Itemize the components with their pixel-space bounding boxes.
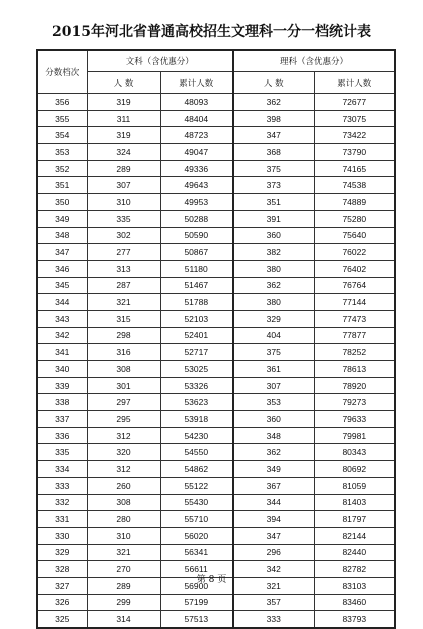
wen-cumulative-cell: 53326 [160, 377, 233, 394]
li-cumulative-cell: 74889 [314, 194, 395, 211]
li-count-cell: 373 [233, 177, 314, 194]
li-count-cell: 394 [233, 511, 314, 528]
li-cumulative-cell: 79633 [314, 411, 395, 428]
li-cumulative-cell: 77877 [314, 327, 395, 344]
table-row [37, 177, 395, 194]
li-cumulative-cell: 81403 [314, 494, 395, 511]
score-cell: 343 [37, 310, 87, 327]
table-row [37, 527, 395, 544]
table-row [37, 477, 395, 494]
table-row [37, 127, 395, 144]
wen-count-cell: 311 [87, 110, 160, 127]
li-cumulative-cell: 82144 [314, 527, 395, 544]
li-count-cell: 321 [233, 577, 314, 594]
wen-count-cell: 260 [87, 477, 160, 494]
wen-count-cell: 289 [87, 160, 160, 177]
score-cell: 344 [37, 294, 87, 311]
wen-count-cell: 312 [87, 461, 160, 478]
wen-count-cell: 315 [87, 310, 160, 327]
wen-cumulative-cell: 51788 [160, 294, 233, 311]
wen-count-cell: 313 [87, 260, 160, 277]
table-row [37, 327, 395, 344]
wen-count-cell: 280 [87, 511, 160, 528]
wen-count-cell: 287 [87, 277, 160, 294]
score-cell: 355 [37, 110, 87, 127]
wen-cumulative-cell: 49047 [160, 144, 233, 161]
wen-count-cell: 289 [87, 577, 160, 594]
score-cell: 331 [37, 511, 87, 528]
wen-cumulative-cell: 55710 [160, 511, 233, 528]
wen-count-cell: 320 [87, 444, 160, 461]
wen-cumulative-cell: 48723 [160, 127, 233, 144]
score-cell: 348 [37, 227, 87, 244]
li-cumulative-header: 累计人数 [314, 72, 395, 94]
wen-cumulative-cell: 53918 [160, 411, 233, 428]
li-cumulative-cell: 78613 [314, 361, 395, 378]
table-row [37, 411, 395, 428]
li-cumulative-cell: 75640 [314, 227, 395, 244]
score-cell: 342 [37, 327, 87, 344]
table-row [37, 494, 395, 511]
table-row [37, 394, 395, 411]
wen-count-cell: 301 [87, 377, 160, 394]
table-row [37, 194, 395, 211]
li-count-cell: 348 [233, 427, 314, 444]
li-count-cell: 362 [233, 444, 314, 461]
li-cumulative-cell: 82440 [314, 544, 395, 561]
wen-count-cell: 319 [87, 94, 160, 111]
score-cell: 332 [37, 494, 87, 511]
wen-cumulative-cell: 57199 [160, 594, 233, 611]
li-cumulative-cell: 83103 [314, 577, 395, 594]
score-cell: 326 [37, 594, 87, 611]
li-count-cell: 353 [233, 394, 314, 411]
wen-cumulative-cell: 52401 [160, 327, 233, 344]
li-count-cell: 380 [233, 294, 314, 311]
wen-count-cell: 335 [87, 210, 160, 227]
wen-count-cell: 312 [87, 427, 160, 444]
wen-count-cell: 321 [87, 544, 160, 561]
wen-cumulative-cell: 56611 [160, 561, 233, 578]
page-number: 第 8 页 [196, 575, 227, 585]
wen-count-cell: 307 [87, 177, 160, 194]
wen-cumulative-cell: 50590 [160, 227, 233, 244]
wen-count-cell: 308 [87, 361, 160, 378]
li-cumulative-cell: 73075 [314, 110, 395, 127]
li-cumulative-cell: 77473 [314, 310, 395, 327]
li-cumulative-cell: 77144 [314, 294, 395, 311]
wen-cumulative-cell: 48093 [160, 94, 233, 111]
li-cumulative-cell: 74538 [314, 177, 395, 194]
score-cell: 325 [37, 611, 87, 628]
table-row [37, 110, 395, 127]
table-row [37, 344, 395, 361]
score-cell: 356 [37, 94, 87, 111]
score-cell: 340 [37, 361, 87, 378]
wen-cumulative-cell: 53623 [160, 394, 233, 411]
li-count-cell: 347 [233, 527, 314, 544]
wen-cumulative-cell: 49953 [160, 194, 233, 211]
li-count-cell: 344 [233, 494, 314, 511]
wen-cumulative-cell: 56020 [160, 527, 233, 544]
wen-cumulative-header: 累计人数 [160, 72, 233, 94]
li-cumulative-cell: 79273 [314, 394, 395, 411]
li-count-cell: 333 [233, 611, 314, 628]
li-count-cell: 404 [233, 327, 314, 344]
li-count-cell: 362 [233, 277, 314, 294]
li-count-cell: 351 [233, 194, 314, 211]
table-row [37, 160, 395, 177]
wen-count-cell: 295 [87, 411, 160, 428]
score-cell: 335 [37, 444, 87, 461]
wen-count-cell: 299 [87, 594, 160, 611]
score-cell: 352 [37, 160, 87, 177]
wen-cumulative-cell: 52717 [160, 344, 233, 361]
wen-count-cell: 270 [87, 561, 160, 578]
page-title: 2015年河北省普通高校招生文理科一分一档统计表 [52, 24, 371, 40]
li-count-cell: 361 [233, 361, 314, 378]
score-cell: 328 [37, 561, 87, 578]
wen-cumulative-cell: 48404 [160, 110, 233, 127]
li-count-cell: 362 [233, 94, 314, 111]
li-count-cell: 360 [233, 411, 314, 428]
li-cumulative-cell: 75280 [314, 210, 395, 227]
li-count-cell: 380 [233, 260, 314, 277]
wen-count-cell: 297 [87, 394, 160, 411]
score-header: 分数档次 [37, 50, 87, 94]
li-count-cell: 391 [233, 210, 314, 227]
li-count-cell: 329 [233, 310, 314, 327]
li-count-cell: 382 [233, 244, 314, 261]
li-group-header: 理科（含优惠分） [233, 50, 395, 72]
score-cell: 334 [37, 461, 87, 478]
li-count-cell: 368 [233, 144, 314, 161]
table-row [37, 310, 395, 327]
score-cell: 349 [37, 210, 87, 227]
li-cumulative-cell: 76402 [314, 260, 395, 277]
table-row [37, 244, 395, 261]
wen-cumulative-cell: 51180 [160, 260, 233, 277]
li-count-cell: 342 [233, 561, 314, 578]
wen-count-cell: 324 [87, 144, 160, 161]
li-cumulative-cell: 73790 [314, 144, 395, 161]
table-row [37, 461, 395, 478]
table-row [37, 611, 395, 628]
wen-cumulative-cell: 49336 [160, 160, 233, 177]
score-cell: 330 [37, 527, 87, 544]
score-cell: 329 [37, 544, 87, 561]
wen-cumulative-cell: 53025 [160, 361, 233, 378]
wen-count-cell: 298 [87, 327, 160, 344]
score-distribution-table [36, 49, 396, 629]
li-count-cell: 357 [233, 594, 314, 611]
li-count-cell: 347 [233, 127, 314, 144]
wen-cumulative-cell: 56341 [160, 544, 233, 561]
wen-cumulative-cell: 51467 [160, 277, 233, 294]
table-row [37, 277, 395, 294]
wen-cumulative-cell: 54862 [160, 461, 233, 478]
wen-count-cell: 319 [87, 127, 160, 144]
li-count-cell: 349 [233, 461, 314, 478]
wen-cumulative-cell: 49643 [160, 177, 233, 194]
wen-count-cell: 316 [87, 344, 160, 361]
wen-cumulative-cell: 55122 [160, 477, 233, 494]
li-cumulative-cell: 74165 [314, 160, 395, 177]
score-cell: 339 [37, 377, 87, 394]
li-cumulative-cell: 80343 [314, 444, 395, 461]
li-cumulative-cell: 79981 [314, 427, 395, 444]
score-cell: 327 [37, 577, 87, 594]
score-cell: 347 [37, 244, 87, 261]
li-count-cell: 375 [233, 160, 314, 177]
table-row [37, 361, 395, 378]
table-row [37, 94, 395, 111]
score-cell: 353 [37, 144, 87, 161]
li-cumulative-cell: 76764 [314, 277, 395, 294]
table-row [37, 427, 395, 444]
li-count-cell: 375 [233, 344, 314, 361]
wen-count-cell: 310 [87, 194, 160, 211]
li-cumulative-cell: 81059 [314, 477, 395, 494]
wen-group-header: 文科（含优惠分） [87, 50, 233, 72]
li-cumulative-cell: 83793 [314, 611, 395, 628]
wen-count-cell: 277 [87, 244, 160, 261]
table-row [37, 377, 395, 394]
li-cumulative-cell: 78920 [314, 377, 395, 394]
wen-cumulative-cell: 50867 [160, 244, 233, 261]
wen-cumulative-cell: 52103 [160, 310, 233, 327]
wen-count-cell: 310 [87, 527, 160, 544]
score-cell: 336 [37, 427, 87, 444]
table-row [37, 594, 395, 611]
table-row [37, 444, 395, 461]
li-cumulative-cell: 83460 [314, 594, 395, 611]
wen-cumulative-cell: 50288 [160, 210, 233, 227]
score-cell: 351 [37, 177, 87, 194]
li-count-cell: 360 [233, 227, 314, 244]
li-cumulative-cell: 80692 [314, 461, 395, 478]
wen-count-header: 人 数 [87, 72, 160, 94]
li-cumulative-cell: 73422 [314, 127, 395, 144]
wen-count-cell: 321 [87, 294, 160, 311]
score-cell: 341 [37, 344, 87, 361]
wen-cumulative-cell: 55430 [160, 494, 233, 511]
score-cell: 337 [37, 411, 87, 428]
table-row [37, 544, 395, 561]
li-count-cell: 398 [233, 110, 314, 127]
score-cell: 338 [37, 394, 87, 411]
score-cell: 333 [37, 477, 87, 494]
table-row [37, 227, 395, 244]
li-count-header: 人 数 [233, 72, 314, 94]
wen-cumulative-cell: 54550 [160, 444, 233, 461]
li-cumulative-cell: 76022 [314, 244, 395, 261]
li-cumulative-cell: 72677 [314, 94, 395, 111]
li-cumulative-cell: 78252 [314, 344, 395, 361]
table-row [37, 294, 395, 311]
wen-count-cell: 308 [87, 494, 160, 511]
table-row [37, 144, 395, 161]
li-cumulative-cell: 81797 [314, 511, 395, 528]
wen-cumulative-cell: 56900 [160, 577, 233, 594]
wen-cumulative-cell: 57513 [160, 611, 233, 628]
li-count-cell: 307 [233, 377, 314, 394]
table-row [37, 260, 395, 277]
li-cumulative-cell: 82782 [314, 561, 395, 578]
table-row [37, 210, 395, 227]
li-count-cell: 367 [233, 477, 314, 494]
table-row [37, 511, 395, 528]
score-cell: 354 [37, 127, 87, 144]
wen-count-cell: 314 [87, 611, 160, 628]
wen-cumulative-cell: 54230 [160, 427, 233, 444]
score-cell: 346 [37, 260, 87, 277]
score-cell: 350 [37, 194, 87, 211]
table-body [37, 94, 395, 629]
wen-count-cell: 302 [87, 227, 160, 244]
li-count-cell: 296 [233, 544, 314, 561]
score-cell: 345 [37, 277, 87, 294]
